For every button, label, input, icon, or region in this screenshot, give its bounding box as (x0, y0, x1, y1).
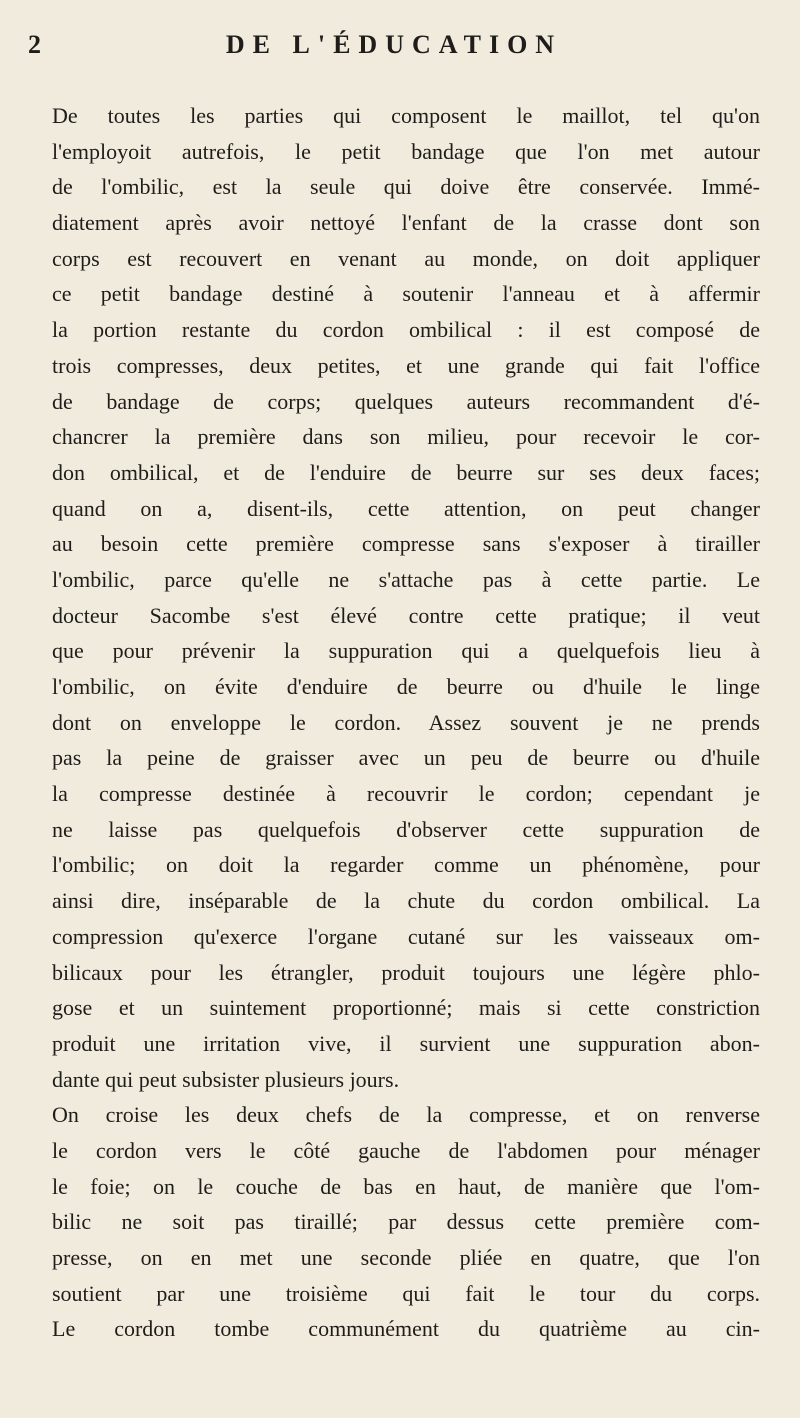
text-line: bilic ne soit pas tiraillé; par dessus cette première com- (52, 1209, 760, 1235)
text-line: De toutes les parties qui composent le maillot, tel qu'on (52, 103, 760, 128)
text-line: produit une irritation vive, il survient une suppuration abon- (52, 1030, 760, 1056)
text-line: gose et un suintement proportionné; mais si cette constriction (52, 995, 760, 1021)
text-line: le cordon vers le côté gauche de l'abdomen pour ménager (52, 1137, 760, 1163)
text-line: la portion restante du cordon ombilical : il est composé de (52, 317, 760, 343)
text-line: l'ombilic, parce qu'elle ne s'attache pas à cette partie. Le (52, 566, 760, 592)
page-number: 2 (28, 30, 41, 59)
text-line: diatement après avoir nettoyé l'enfant de la crasse dont son (52, 210, 760, 236)
text-line: presse, on en met une seconde pliée en quatre, que l'on (52, 1245, 760, 1270)
text-line: dante qui peut subsister plusieurs jours. (52, 1066, 400, 1092)
text-line: corps est recouvert en venant au monde, on doit appliquer (52, 245, 760, 271)
text-line: ne laisse pas quelquefois d'observer cette suppuration de (52, 816, 760, 842)
text-line: chancrer la première dans son milieu, pour recevoir le cor- (52, 424, 760, 450)
text-line: quand on a, disent-ils, cette attention, on peut changer (52, 495, 760, 521)
text-line: la compresse destinée à recouvrir le cordon; cependant je (52, 781, 760, 807)
text-line: que pour prévenir la suppuration qui a quelquefois lieu à (52, 638, 760, 664)
running-head: DE L'ÉDUCATION (225, 30, 563, 59)
page-header (28, 30, 760, 70)
text-line: On croise les deux chefs de la compresse, et on renverse (52, 1102, 760, 1128)
text-line: don ombilical, et de l'enduire de beurre sur ses deux faces; (52, 459, 760, 485)
text-line: bilicaux pour les étrangler, produit toujours une légère phlo- (52, 959, 760, 985)
text-line: au besoin cette première compresse sans s'exposer à tirailler (52, 531, 760, 557)
text-line: docteur Sacombe s'est élevé contre cette pratique; il veut (52, 602, 760, 628)
text-line: l'employoit autrefois, le petit bandage que l'on met autour (52, 138, 760, 164)
text-line: de l'ombilic, est la seule qui doive être conservée. Immé- (52, 174, 760, 200)
text-line: l'ombilic, on évite d'enduire de beurre ou d'huile le linge (52, 674, 760, 699)
text-line: ainsi dire, inséparable de la chute du cordon ombilical. La (52, 888, 760, 914)
text-line: le foie; on le couche de bas en haut, de manière que l'om- (52, 1173, 760, 1199)
text-line: soutient par une troisième qui fait le tour du corps. (52, 1280, 760, 1306)
body-text (52, 98, 760, 1347)
text-line: l'ombilic; on doit la regarder comme un phénomène, pour (52, 852, 760, 878)
text-line: Le cordon tombe communément du quatrième au cin- (52, 1316, 760, 1342)
text-line: pas la peine de graisser avec un peu de beurre ou d'huile (52, 745, 760, 771)
text-line: dont on enveloppe le cordon. Assez souvent je ne prends (52, 709, 760, 735)
text-line: compression qu'exerce l'organe cutané sur les vaisseaux om- (52, 923, 760, 949)
text-line: ce petit bandage destiné à soutenir l'anneau et à affermir (52, 281, 760, 307)
text-line: de bandage de corps; quelques auteurs recommandent d'é- (52, 388, 760, 414)
text-line: trois compresses, deux petites, et une grande qui fait l'office (52, 352, 760, 378)
